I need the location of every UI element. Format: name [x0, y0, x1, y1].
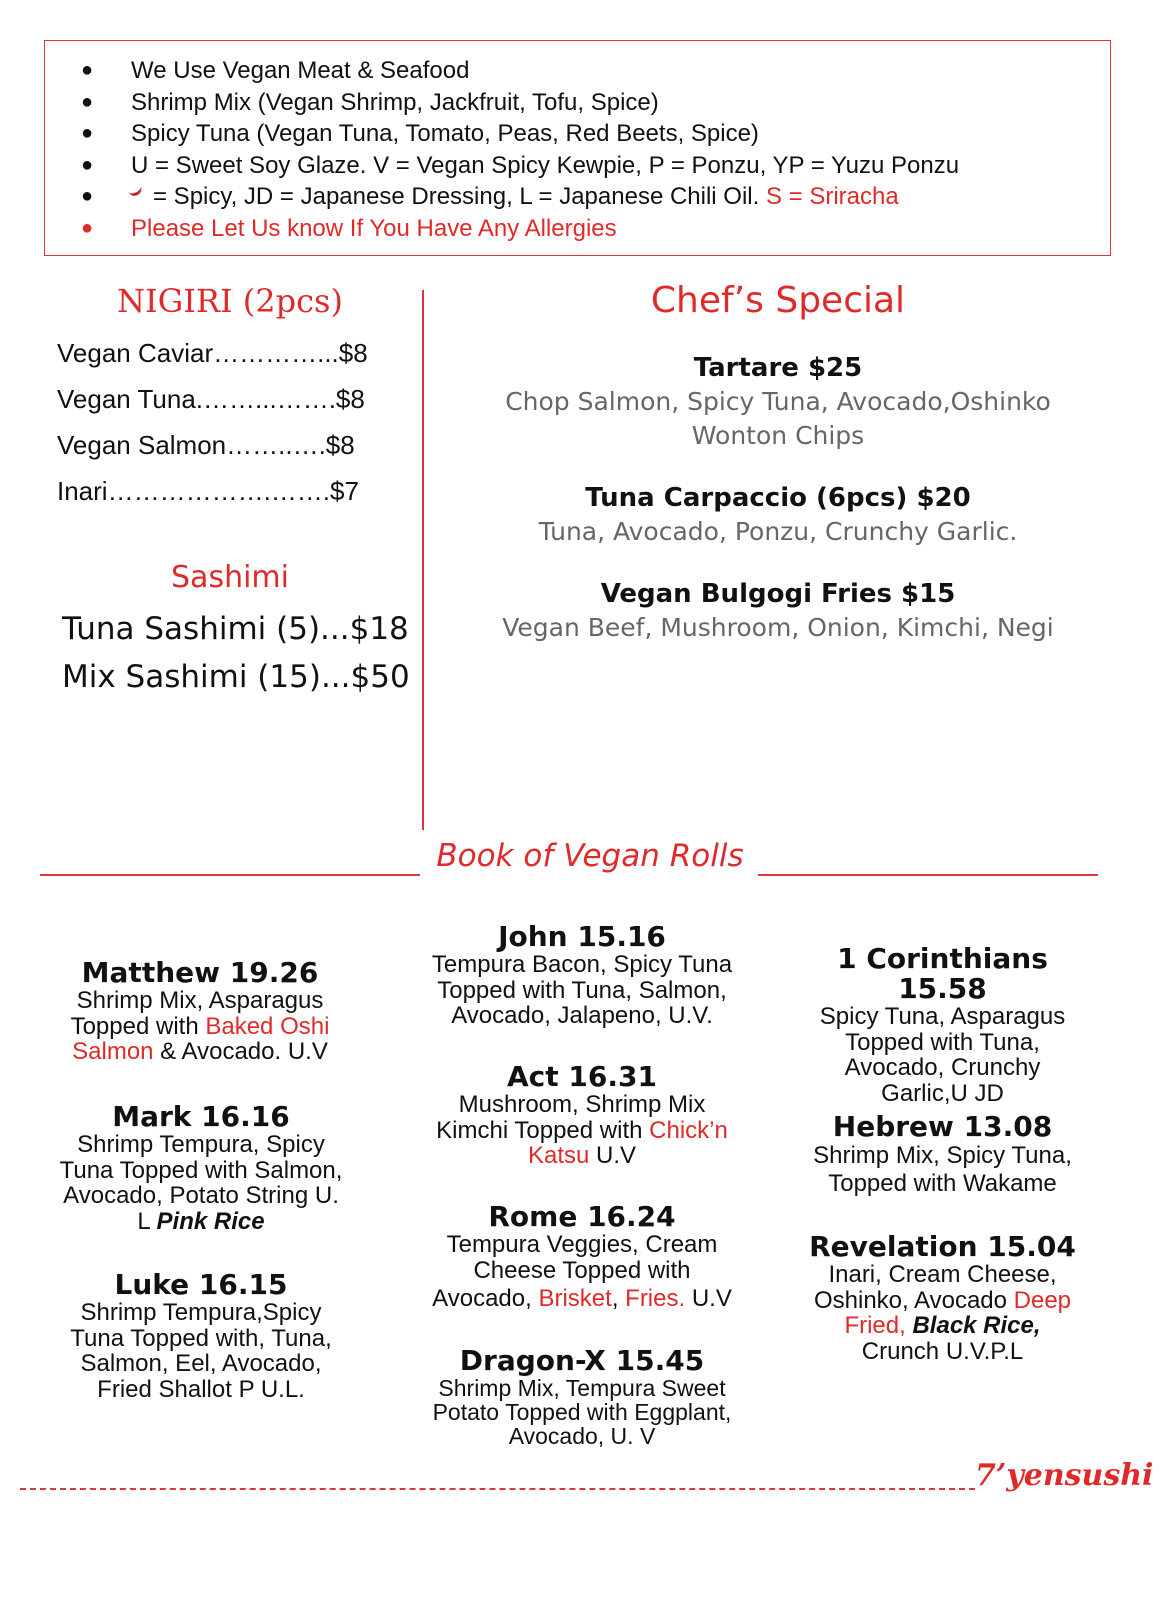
special-desc: Vegan Beef, Mushroom, Onion, Kimchi, Negi	[502, 613, 1054, 642]
roll-desc: Shrimp Tempura,Spicy Tuna Topped with, Tuna, Salmon, Eel, Avocado, Fried Shallot P U.L.	[70, 1299, 332, 1403]
bullet-icon: ●	[81, 153, 94, 176]
roll-rome	[412, 1202, 752, 1312]
bullet-icon: ●	[81, 122, 94, 144]
bullet-icon: ●	[81, 216, 94, 239]
roll-mark	[36, 1102, 366, 1234]
special-name: Vegan Bulgogi Fries $15	[600, 579, 956, 609]
roll-act	[412, 1062, 752, 1169]
nigiri-heading: NIGIRI (2pcs)	[117, 282, 343, 320]
book-divider-left	[40, 874, 420, 876]
sashimi-heading: Sashimi	[171, 560, 289, 595]
roll-john	[412, 922, 752, 1029]
notice-box	[44, 40, 1111, 256]
roll-name: Dragon-X 15.45	[459, 1344, 705, 1377]
roll-name: 1 Corinthians 15.58	[837, 942, 1048, 1005]
special-item	[460, 577, 1096, 645]
sashimi-item: Mix Sashimi (15)...$50	[62, 659, 410, 695]
nigiri-item: Inari……………….…….$7	[57, 476, 359, 506]
roll-name: Luke 16.15	[114, 1268, 288, 1301]
roll-desc: Inari, Cream Cheese, Oshinko, Avocado Deep Fried, Black Rice, Crunch U.V.P.L	[813, 1261, 1072, 1365]
roll-name: Mark 16.16	[112, 1100, 290, 1133]
special-item	[460, 351, 1096, 453]
vertical-divider	[422, 290, 424, 830]
special-desc: Chop Salmon, Spicy Tuna, Avocado,Oshinko	[505, 387, 1051, 416]
roll-desc: Tempura Veggies, Cream Cheese Topped with Avocado, Brisket, Fries. U.V	[432, 1231, 732, 1312]
roll-name: Rome 16.24	[488, 1200, 676, 1233]
roll-name: Act 16.31	[507, 1060, 657, 1093]
roll-1-corinthians	[790, 944, 1095, 1106]
allergy-notice: ● Please Let Us know If You Have Any Allergies	[81, 213, 959, 245]
special-name: Tartare $25	[693, 353, 863, 383]
roll-hebrew	[790, 1112, 1095, 1198]
roll-desc: Tempura Bacon, Spicy Tuna Topped with Tuna, Salmon, Avocado, Jalapeno, U.V.	[431, 951, 733, 1029]
brand-logo: 7’yensushi	[975, 1458, 1154, 1493]
roll-name: Hebrew 13.08	[832, 1110, 1053, 1143]
sashimi-list	[62, 605, 410, 701]
chefs-special-section	[460, 280, 1096, 673]
roll-dragon-x	[412, 1346, 752, 1448]
roll-desc: Shrimp Mix, Spicy Tuna, Topped with Wakame	[813, 1142, 1072, 1197]
notice-item: ● = Spicy, JD = Japanese Dressing, L = Japanese Chili Oil. S = Sriracha	[81, 181, 959, 213]
roll-desc: Shrimp Mix, Tempura Sweet Potato Topped with Eggplant, Avocado, U. V	[432, 1375, 732, 1449]
roll-name: Revelation 15.04	[809, 1230, 1076, 1263]
sriracha-note: S = Sriracha	[765, 183, 899, 210]
roll-desc: Shrimp Mix, Asparagus Topped with Baked Oshi Salmon & Avocado. U.V	[70, 987, 330, 1065]
roll-desc: Shrimp Tempura, Spicy Tuna Topped with Salmon, Avocado, Potato String U. L Pink Rice	[59, 1131, 343, 1235]
notice-item: ● U = Sweet Soy Glaze. V = Vegan Spicy Kewpie, P = Ponzu, YP = Yuzu Ponzu	[81, 150, 959, 182]
notice-item: ● Spicy Tuna (Vegan Tuna, Tomato, Peas, Red Beets, Spice)	[81, 118, 959, 150]
roll-name: Matthew 19.26	[81, 956, 319, 989]
roll-desc: Spicy Tuna, Asparagus Topped with Tuna, Avocado, Crunchy Garlic,U JD	[819, 1003, 1066, 1107]
bullet-icon: ●	[81, 90, 94, 113]
bullet-icon: ●	[81, 59, 94, 81]
notice-list	[81, 55, 959, 244]
book-divider-right	[758, 874, 1098, 876]
roll-luke	[36, 1270, 366, 1402]
footer-divider	[20, 1488, 975, 1490]
nigiri-item: Vegan Caviar…………...$8	[57, 338, 368, 368]
roll-revelation	[790, 1232, 1095, 1364]
chefs-special-heading: Chef’s Special	[650, 280, 906, 321]
nigiri-item: Vegan Salmon……..….$8	[57, 430, 355, 460]
book-heading: Book of Vegan Rolls	[436, 838, 744, 874]
special-name: Tuna Carpaccio (6pcs) $20	[585, 483, 971, 513]
roll-name: John 15.16	[498, 920, 666, 953]
bullet-icon: ●	[81, 185, 94, 207]
nigiri-item: Vegan Tuna.……...…….$8	[57, 384, 365, 414]
roll-desc: Mushroom, Shrimp Mix Kimchi Topped with Chick’n Katsu U.V	[436, 1091, 728, 1169]
notice-item: ● Shrimp Mix (Vegan Shrimp, Jackfruit, Tofu, Spice)	[81, 87, 959, 119]
nigiri-list	[57, 330, 397, 514]
special-item	[460, 481, 1096, 549]
notice-item: ● We Use Vegan Meat & Seafood	[81, 55, 959, 87]
special-desc: Tuna, Avocado, Ponzu, Crunchy Garlic.	[538, 517, 1018, 546]
roll-matthew	[40, 958, 360, 1065]
sashimi-item: Tuna Sashimi (5)...$18	[62, 611, 409, 647]
special-desc: Wonton Chips	[691, 421, 865, 450]
